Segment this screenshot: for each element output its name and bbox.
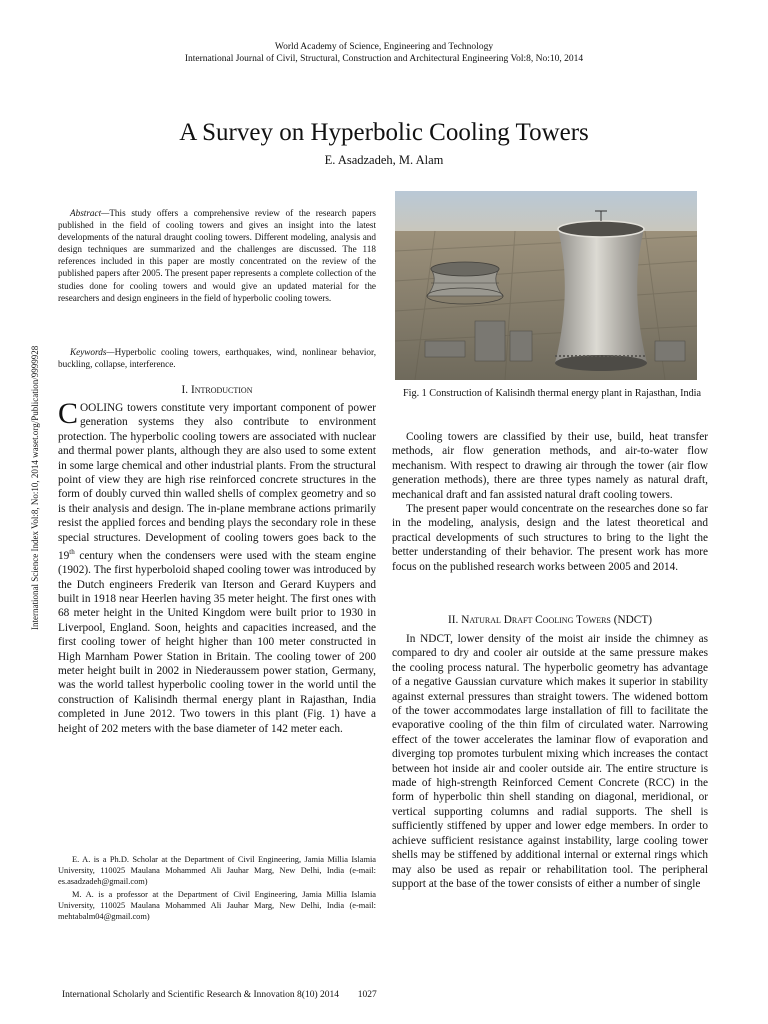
keywords-text: Hyperbolic cooling towers, earthquakes, wind, nonlinear behavior, buckling, collapse, interference. <box>58 347 376 370</box>
section-2-suffix: (NDCT) <box>613 614 652 626</box>
footer <box>62 990 377 1000</box>
abstract-text: This study offers a comprehensive review of the research papers published in the field of cooling towers and gives an insight into the latest developments of the natural draught cooling towers. Different modeling, analysis and design techniques are summarized and the challenges are discussed. The 118 references included in this paper are mostly concentrated on the review of the published papers after 2005. The present paper represents a complete collection of the studies done for cooling towers and would give an updated material for the researchers and design engineers in the field of hyperbolic cooling towers. <box>58 208 376 303</box>
footnotes <box>58 854 376 922</box>
section-2-para-1: In NDCT, lower density of the moist air inside the chimney as compared to dry and cooler air outside at the same pressure makes the cooling process natural. The hyperbolic geometry has advantage of a negative Gaussian curvature which makes it superior in stability against external pressures than straight towers. The widened bottom of the tower accommodates large installation of fill to facilitate the evaporative cooling of the thin film of circulated water. Narrowing effect of the tower accelerates the laminar flow of evaporation and diverging top promotes turbulent mixing which increases the contact between hot inside air and cooler outside air. The entire structure is made of high-strength Reinforced Cement Concrete (RCC) in the form of hyperbolic thin shell standing on diagonal, meridional, or vertical supporting columns and radial supports. The shell is sufficiently stiffened by upper and lower edge members. In order to achieve sufficient resistance against instability, large cooling tower shells may be stiffened by additional internal or external rings which may also be used as repair or rehabilitation tool. The peripheral support at the base of the tower consists of either a number of single <box>392 633 708 890</box>
section-1-title: Introduction <box>190 384 253 396</box>
keywords <box>58 346 376 370</box>
section-2-numeral: II. <box>448 614 459 626</box>
superscript-th: th <box>69 548 75 557</box>
section-1-para-lead: OOLING towers constitute very important component of power generation systems they also contribute to environment protection. The hyperbolic cooling towers are associated with nuclear and thermal power plants, although they are also used to some extent in some large chemical and other industrial plants. From the structural point of view they are high rise reinforced concrete structures in the form of doubly curved thin walled shells of complex geometry and so is their analysis and design. The in-plane membrane actions primarily resist the applied forces and bending plays the secondary role in these special structures. Development of cooling towers goes back to the 19 <box>58 402 376 562</box>
cooling-tower-photo <box>395 191 697 380</box>
section-1-numeral: I. <box>181 384 189 396</box>
abstract-label: Abstract <box>70 208 102 218</box>
section-2-heading <box>392 614 708 626</box>
section-1-para-tail: century when the condensers were used with the steam engine (1902). The first hyperboloid shaped cooling tower was introduced by the Dutch engineers Frederik van Iterson and Gerard Kuypers and built in 1918 near Heerlen having 35 meter height. The first ones with 68 meter height in the United Kingdom were built prior to 1930 in Liverpool, England. Soon, heights and capacities increased, and the first cooling tower of height higher than 100 meter constructed in High Marnham Power Station in Britain. The cooling tower of 200 meter height built in 2002 in Niederaussem power station, Germany, was the world tallest hyperbolic cooling tower in the world until the construction of Kalisindh thermal energy plant in Rajasthan, India completed in June 2012. Two towers in this plant (Fig. 1) have a height of 202 meters with the base diameter of 142 meter each. <box>58 549 376 735</box>
footnote-2: M. A. is a professor at the Department of Civil Engineering, Jamia Millia Islamia University, 110025 Maulana Mohammed Ali Jauhar Marg, New Delhi, India (e-mail: mehtabalm04@gmail.com) <box>58 889 376 922</box>
journal-header-line2: International Journal of Civil, Structural, Construction and Architectural Engineering Vol:8, No:10, 2014 <box>184 54 584 64</box>
drop-cap: C <box>58 397 79 430</box>
journal-header-line1: World Academy of Science, Engineering and Technology <box>274 42 494 52</box>
keywords-dash: — <box>106 347 115 357</box>
section-1-heading <box>58 384 376 396</box>
figure-caption: Fig. 1 Construction of Kalisindh thermal energy plant in Rajasthan, India <box>402 388 702 399</box>
right-column-intro <box>392 430 708 574</box>
keywords-label: Keywords <box>70 347 107 357</box>
footer-publisher: International Scholarly and Scientific Research & Innovation 8(10) 2014 <box>62 990 340 1000</box>
page-number: 1027 <box>357 990 377 1000</box>
section-2-title: Natural Draft Cooling Towers <box>461 614 611 626</box>
abstract <box>58 207 376 304</box>
section-1-body <box>58 397 376 736</box>
footnote-1: E. A. is a Ph.D. Scholar at the Department of Civil Engineering, Jamia Millia Islamia University, 110025 Maulana Mohammed Ali Jauhar Marg, New Delhi, India (e-mail: es.asadzadeh@gmail.com) <box>58 855 376 887</box>
section-2-body <box>392 632 708 891</box>
right-para-2: The present paper would concentrate on the researches done so far in the modeling, analysis, design and the latest theoretical and practical developments of such structures to bring to the light the better understanding of their behavior. The present work has more focus on the published research works between 2005 and 2014. <box>392 503 708 573</box>
abstract-dash: — <box>101 208 110 218</box>
paper-title: A Survey on Hyperbolic Cooling Towers <box>179 119 589 146</box>
large-tower <box>555 211 647 371</box>
sidebar-index-text: International Science Index Vol:8, No:10, 2014 waset.org/Publication/9999928 <box>30 345 40 630</box>
authors: E. Asadzadeh, M. Alam <box>324 153 444 167</box>
right-para-1: Cooling towers are classified by their use, build, heat transfer methods, air flow generation methods, and air-to-water flow mechanism. With respect to drawing air through the tower (air flow generation methods), there are three types namely as natural draft, mechanical draft and fan assisted natural draft cooling towers. <box>392 431 708 501</box>
